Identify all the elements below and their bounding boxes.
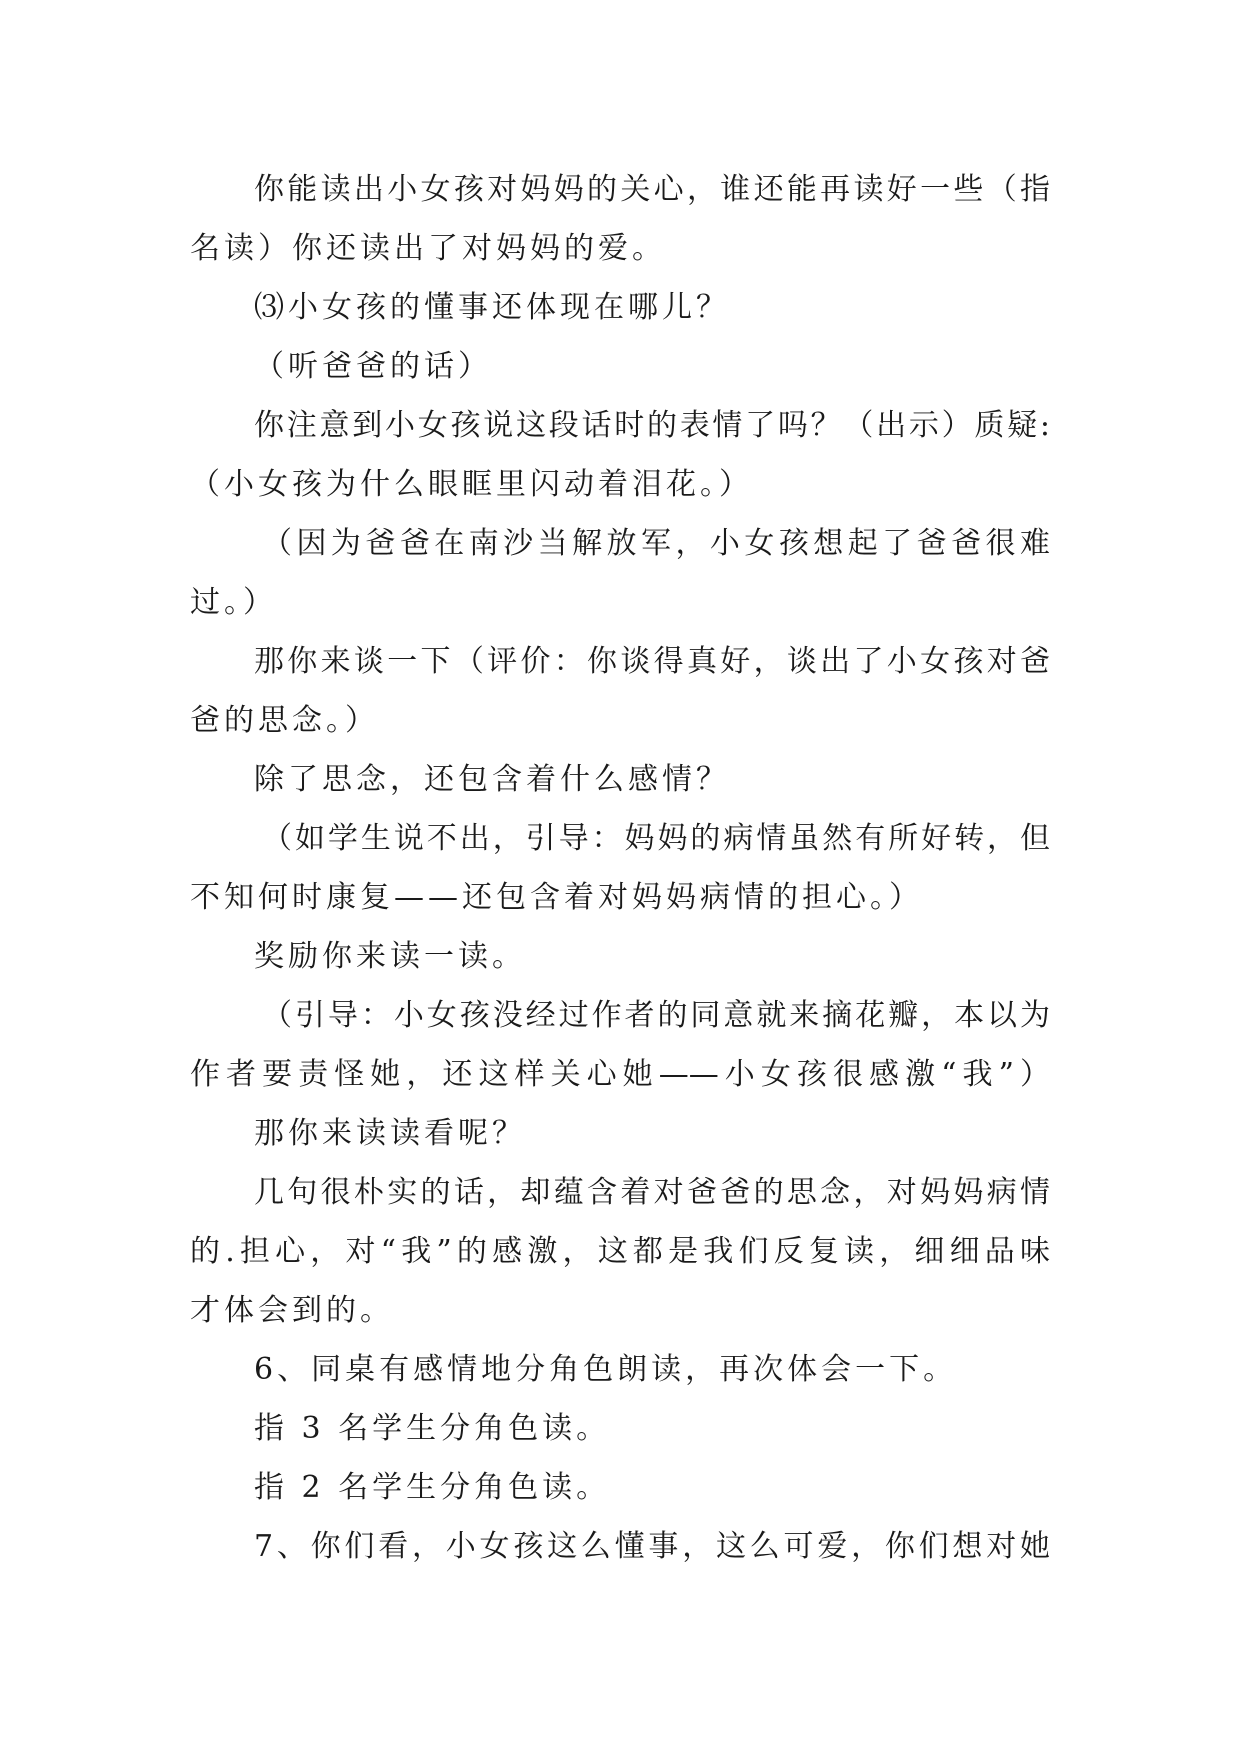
paragraph-line: 除了思念，还包含着什么感情？ — [254, 762, 730, 797]
paragraph-line: （听爸爸的话） — [254, 349, 492, 384]
paragraph-line: 那你来读读看呢？ — [254, 1116, 526, 1151]
paragraph-line: 你能读出小女孩对妈妈的关心，谁还能再读好一些（指 — [254, 172, 1050, 207]
paragraph-line: 不知何时康复——还包含着对妈妈病情的担心。） — [190, 880, 923, 915]
paragraph-line: 几句很朴实的话，却蕴含着对爸爸的思念，对妈妈病情 — [254, 1175, 1050, 1210]
paragraph-line: 爸的思念。） — [190, 703, 379, 738]
paragraph-line: （因为爸爸在南沙当解放军，小女孩想起了爸爸很难 — [262, 526, 1050, 561]
paragraph-line: 才体会到的。 — [190, 1293, 394, 1328]
paragraph-line: 作者要责怪她，还这样关心她——小女孩很感激“我”） — [190, 1057, 1050, 1092]
document-body — [190, 160, 1050, 1576]
paragraph-line: （引导：小女孩没经过作者的同意就来摘花瓣，本以为 — [262, 998, 1050, 1033]
paragraph-line: 名读）你还读出了对妈妈的爱。 — [190, 231, 666, 266]
paragraph-line: 6、同桌有感情地分角色朗读，再次体会一下。 — [254, 1352, 958, 1387]
paragraph-line: 过。） — [190, 585, 277, 620]
paragraph-line: （小女孩为什么眼眶里闪动着泪花。） — [190, 467, 753, 502]
paragraph-line: 指 3 名学生分角色读。 — [254, 1411, 611, 1446]
paragraph-line: 你注意到小女孩说这段话时的表情了吗？（出示）质疑: — [254, 408, 1050, 443]
paragraph-line: 7、你们看，小女孩这么懂事，这么可爱，你们想对她 — [254, 1529, 1050, 1564]
paragraph-line: ⑶小女孩的懂事还体现在哪儿？ — [254, 290, 730, 325]
paragraph-line: 奖励你来读一读。 — [254, 939, 526, 974]
paragraph-line: 指 2 名学生分角色读。 — [254, 1470, 611, 1505]
paragraph-line: 那你来谈一下（评价：你谈得真好，谈出了小女孩对爸 — [254, 644, 1050, 679]
paragraph-line: 的.担心，对“我”的感激，这都是我们反复读，细细品味 — [190, 1234, 1050, 1269]
paragraph-line: （如学生说不出，引导：妈妈的病情虽然有所好转，但 — [262, 821, 1050, 856]
